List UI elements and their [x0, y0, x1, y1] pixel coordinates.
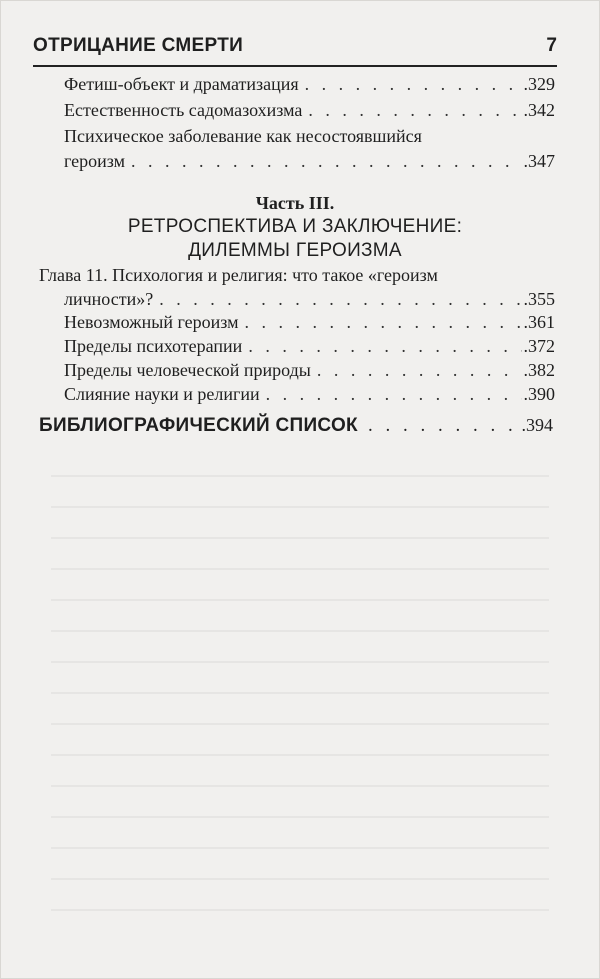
- bibliography-label: БИБЛИОГРАФИЧЕСКИЙ СПИСОК: [39, 415, 358, 436]
- toc-entry-mental-illness-line1: Психическое заболевание как несостоявшийся: [64, 126, 422, 146]
- toc-entry-page: .361: [523, 312, 555, 332]
- toc-entry-label: личности»?: [64, 289, 154, 309]
- dot-leader: [248, 335, 521, 357]
- part-title-line1: РЕТРОСПЕКТИВА И ЗАКЛЮЧЕНИЕ:: [127, 216, 463, 237]
- toc-entry-science-religion: [64, 383, 555, 405]
- toc-entry-impossible-heroism: [64, 311, 555, 333]
- toc-entry-label: Пределы психотерапии: [64, 336, 243, 356]
- toc-entry-page: .342: [523, 100, 555, 120]
- reverse-side-show-through: [51, 461, 549, 938]
- toc-entry-page: .347: [523, 151, 555, 171]
- dot-leader: [368, 415, 520, 437]
- dot-leader: [159, 288, 521, 310]
- chapter-entry: [64, 288, 555, 310]
- part-title-line2: ДИЛЕММЫ ГЕРОИЗМА: [188, 240, 402, 261]
- dot-leader: [131, 150, 521, 172]
- part-number: Часть III.: [255, 193, 335, 213]
- header-rule: [33, 65, 557, 67]
- toc-entry-page: .390: [523, 384, 555, 404]
- dot-leader: [244, 311, 521, 333]
- toc-entry-fetish: [64, 73, 555, 95]
- running-title: ОТРИЦАНИЕ СМЕРТИ: [33, 35, 244, 56]
- toc-entry-label: Пределы человеческой природы: [64, 360, 311, 380]
- toc-entry-human-nature-limits: [64, 359, 555, 381]
- bibliography-page: .394: [521, 415, 553, 435]
- toc-entry-label: Фетиш-объект и драматизация: [64, 74, 299, 94]
- toc-entry-page: .329: [523, 74, 555, 94]
- page-number: 7: [546, 35, 557, 56]
- toc-entry-label: Естественность садомазохизма: [64, 100, 303, 120]
- toc-entry-label: героизм: [64, 151, 126, 171]
- dot-leader: [266, 383, 522, 405]
- chapter-title-line1: Глава 11. Психология и религия: что такое «героизм: [39, 265, 438, 285]
- toc-entry-mental-illness: [64, 150, 555, 172]
- running-head: [33, 33, 557, 63]
- toc-entry-page: .355: [523, 289, 555, 309]
- toc-entry-page: .372: [523, 336, 555, 356]
- toc-entry-psychotherapy-limits: [64, 335, 555, 357]
- toc-entry-page: .382: [523, 360, 555, 380]
- dot-leader: [305, 73, 522, 95]
- dot-leader: [317, 359, 522, 381]
- toc-entry-label: Слияние науки и религии: [64, 384, 260, 404]
- bibliography-entry: [39, 415, 553, 437]
- dot-leader: [308, 99, 521, 121]
- toc-entry-label: Невозможный героизм: [64, 312, 239, 332]
- toc-entry-sadomasochism: [64, 99, 555, 121]
